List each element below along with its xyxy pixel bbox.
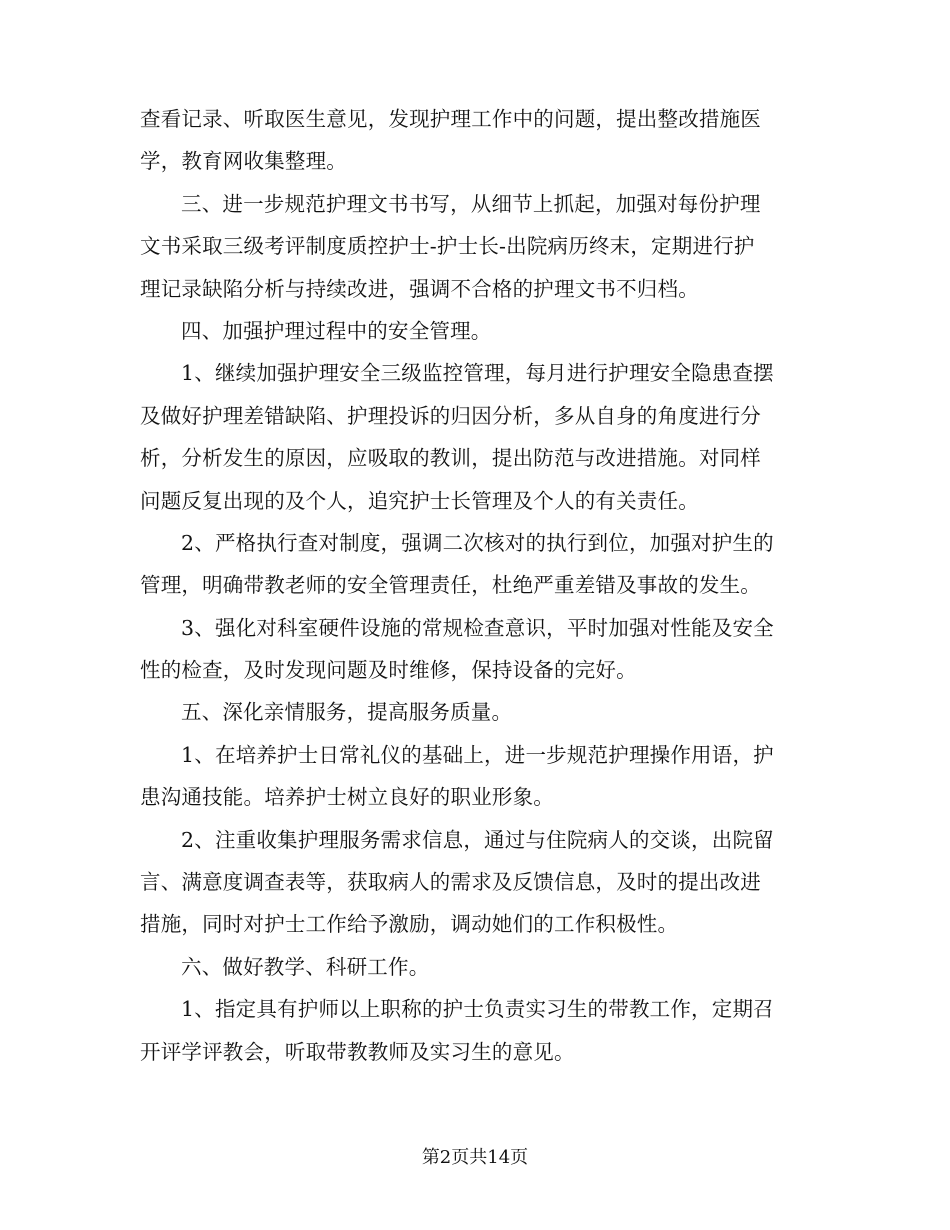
document-body bbox=[140, 98, 810, 1073]
text-line: 六、做好教学、科研工作。 bbox=[181, 954, 430, 979]
text-line: 三、进一步规范护理文书书写，从细节上抓起，加强对每份护理 bbox=[181, 191, 761, 216]
text-line: 3、强化对科室硬件设施的常规检查意识，平时加强对性能及安全 bbox=[181, 615, 774, 640]
text-line: 1、指定具有护师以上职称的护士负责实习生的带教工作，定期召 bbox=[181, 997, 774, 1022]
text-line: 查看记录、听取医生意见，发现护理工作中的问题，提出整改措施医 bbox=[140, 107, 761, 131]
text-line: 四、加强护理过程中的安全管理。 bbox=[181, 318, 492, 343]
text-line: 析，分析发生的原因，应吸取的教训，提出防范与改进措施。对同样 bbox=[140, 446, 761, 471]
text-line: 患沟通技能。培养护士树立良好的职业形象。 bbox=[140, 785, 554, 810]
text-line: 学，教育网收集整理。 bbox=[140, 149, 347, 174]
text-line: 开评学评教会，听取带教教师及实习生的意见。 bbox=[140, 1039, 575, 1064]
text-line: 1、在培养护士日常礼仪的基础上，进一步规范护理操作用语，护 bbox=[181, 742, 774, 767]
text-line: 言、满意度调查表等，获取病人的需求及反馈信息，及时的提出改进 bbox=[140, 870, 761, 895]
text-line: 理记录缺陷分析与持续改进，强调不合格的护理文书不归档。 bbox=[140, 276, 699, 301]
text-line: 2、严格执行查对制度，强调二次核对的执行到位，加强对护生的 bbox=[181, 530, 774, 555]
text-line: 性的检查，及时发现问题及时维修，保持设备的完好。 bbox=[140, 658, 637, 683]
text-line: 文书采取三级考评制度质控护士-护士长-出院病历终末，定期进行护 bbox=[140, 234, 755, 259]
text-line: 五、深化亲情服务，提高服务质量。 bbox=[181, 700, 513, 725]
text-line: 2、注重收集护理服务需求信息，通过与住院病人的交谈，出院留 bbox=[181, 827, 774, 852]
text-line: 及做好护理差错缺陷、护理投诉的归因分析，多从自身的角度进行分 bbox=[140, 403, 761, 428]
text-line: 措施，同时对护士工作给予激励，调动她们的工作积极性。 bbox=[140, 912, 679, 937]
text-line: 管理，明确带教老师的安全管理责任，杜绝严重差错及事故的发生。 bbox=[140, 573, 761, 598]
page-footer: 第2页共14页 bbox=[421, 1147, 529, 1168]
text-line: 问题反复出现的及个人，追究护士长管理及个人的有关责任。 bbox=[140, 488, 699, 513]
text-line: 1、继续加强护理安全三级监控管理，每月进行护理安全隐患查摆 bbox=[181, 361, 774, 386]
